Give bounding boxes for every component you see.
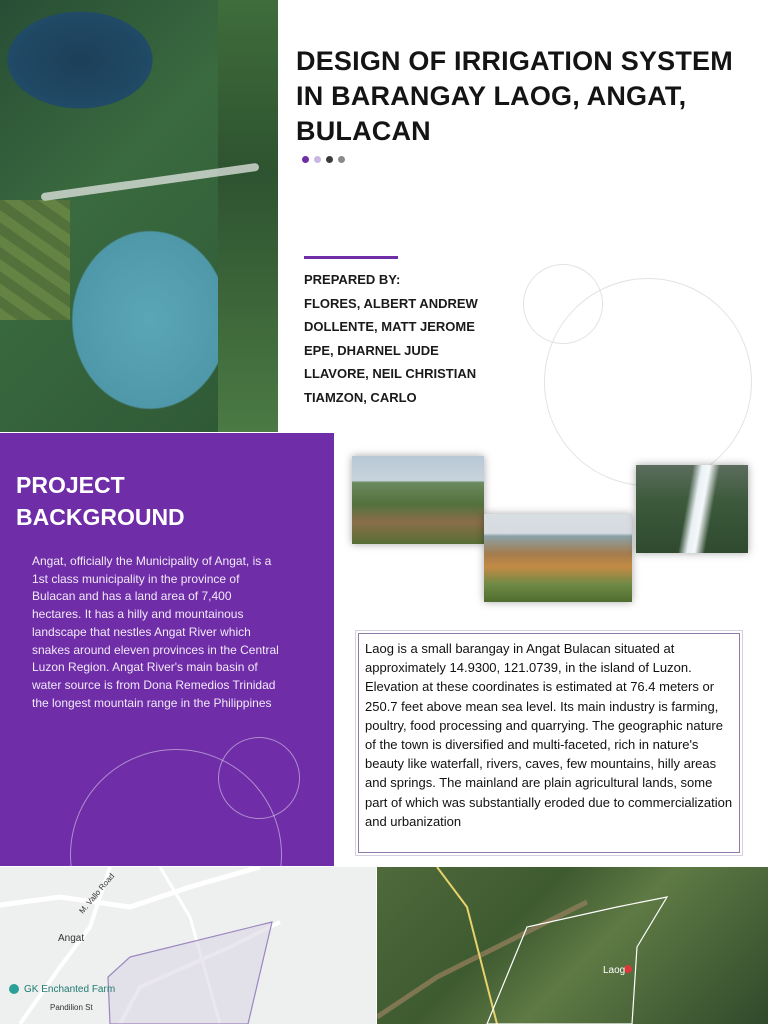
decor-circle-large: [544, 278, 752, 486]
prepared-by-block: [304, 272, 524, 414]
map-label-road: M. Vallo Road: [77, 871, 117, 916]
aerial-forest-area: [218, 0, 278, 432]
reservoir-photo: [352, 456, 484, 544]
dot-1: [302, 156, 309, 163]
waterfall-photo: [636, 465, 748, 553]
prepared-by-heading: PREPARED BY:: [304, 272, 401, 287]
aerial-fields: [0, 200, 70, 320]
laog-description: Laog is a small barangay in Angat Bulacan situated at approximately 14.9300, 121.0739, in the island of Luzon. Elevation at these coordinates is estimated at 76.4 meters or 250.7 feet above mean sea level. Its main industry is farming, poultry, food processing and quarrying. The geographic nature of the town is diversified and multi-faceted, rich in nature's beauty like waterfall, rivers, caves, few mountains, hilly areas and springs. The mainland are plain agricultural lands, some part of which was substantially eroded due to commercialization and urbanization: [358, 633, 740, 853]
heading-line-2: BACKGROUND: [16, 504, 185, 530]
project-background-heading: [16, 469, 185, 533]
map-label-farm: GK Enchanted Farm: [24, 984, 116, 995]
map-label-laog: Laog: [603, 965, 626, 976]
satellite-map: [377, 867, 768, 1024]
satellite-map-graphic: [377, 867, 768, 1024]
dot-2: [314, 156, 321, 163]
dot-4: [338, 156, 345, 163]
author-name: DOLLENTE, MATT JEROME: [304, 319, 475, 335]
map-label-angat: Angat: [58, 933, 85, 944]
author-name: TIAMZON, CARLO: [304, 389, 417, 405]
project-background-panel: [0, 433, 334, 866]
river-landscape-photo: [484, 514, 632, 602]
aerial-dam-photo: [0, 0, 278, 432]
dot-3: [326, 156, 333, 163]
page-title: DESIGN OF IRRIGATION SYSTEM IN BARANGAY LAOG, ANGAT, BULACAN: [296, 46, 733, 146]
project-background-text: Angat, officially the Municipality of Angat, is a 1st class municipality in the province of Bulacan and has a land area of 7,400 hectares. It has a hilly and mountainous landscape that nestles Angat River which snakes around eleven provinces in the Central Luzon Region. Angat River's main basin of water source is from Dona Remedios Trinidad the longest mountain range in the Philippines: [32, 554, 279, 710]
author-name: FLORES, ALBERT ANDREW: [304, 295, 478, 311]
heading-line-1: PROJECT: [16, 472, 125, 498]
map-label-street: Pandilion St: [50, 1003, 93, 1012]
author-name: LLAVORE, NEIL CHRISTIAN: [304, 366, 477, 382]
prepared-divider: [304, 256, 398, 259]
title-dots: [302, 156, 345, 163]
street-map-graphic: [0, 867, 376, 1024]
author-name: EPE, DHARNEL JUDE: [304, 342, 439, 358]
street-map: [0, 867, 376, 1024]
